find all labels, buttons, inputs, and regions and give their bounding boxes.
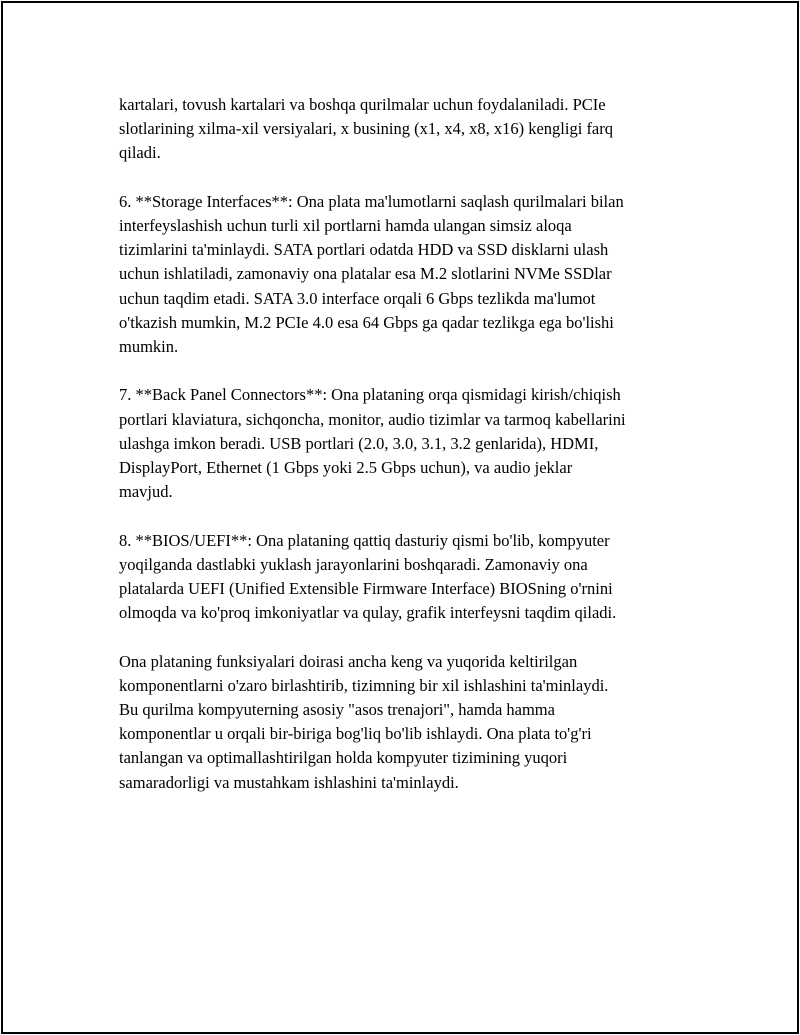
paragraph-conclusion: Ona plataning funksiyalari doirasi ancha keng va yuqorida keltirilgan komponentlarni o'zaro birlashtirib, tizimning bir xil ishlashini ta'minlaydi. Bu qurilma kompyuterning asosiy "asos trenajori", hamda hamma komponentlar u orqali bir-biriga bog'liq bo'lib ishlaydi. Ona plata to'g'ri tanlangan va optimallashtirilgan holda kompyuter tizimining yuqori samaradorligi va mustahkam ishlashini ta'minlaydi.	[119, 651, 609, 792]
document-body	[119, 93, 693, 819]
paragraph-storage-interfaces: 6. **Storage Interfaces**: Ona plata ma'lumotlarni saqlash qurilmalari bilan interfeyslashish uchun turli xil portlarni hamda ulangan simsiz aloqa tizimlarini ta'minlaydi. SATA portlari odatda HDD va SSD disklarni ulash uchun ishlatiladi, zamonaviy ona platalar esa M.2 slotlarini NVMe SSDlar uchun taqdim etadi. SATA 3.0 interface orqali 6 Gbps tezlikda ma'lumot o'tkazish mumkin, M.2 PCIe 4.0 esa 64 Gbps ga qadar tezlikga ega bo'lishi mumkin.	[119, 191, 624, 357]
paragraph-back-panel-connectors: 7. **Back Panel Connectors**: Ona plataning orqa qismidagi kirish/chiqish portlari klaviatura, sichqoncha, monitor, audio tizimlar va tarmoq kabellarini ulashga imkon beradi. USB portlari (2.0, 3.0, 3.1, 3.2 genlarida), HDMI, DisplayPort, Ethernet (1 Gbps yoki 2.5 Gbps uchun), va audio jeklar mavjud.	[119, 385, 626, 502]
paragraph-bios-uefi: 8. **BIOS/UEFI**: Ona plataning qattiq dasturiy qismi bo'lib, kompyuter yoqilganda dastlabki yuklash jarayonlarini boshqaradi. Zamonaviy ona platalarda UEFI (Unified Extensible Firmware Interface) BIOSning o'rnini olmoqda va ko'proq imkoniyatlar va qulay, grafik interfeysni taqdim qiladi.	[119, 530, 617, 623]
document-page	[1, 1, 799, 1034]
paragraph-pcie-continuation: kartalari, tovush kartalari va boshqa qurilmalar uchun foydalaniladi. PCIe slotlarining xilma-xil versiyalari, x busining (x1, x4, x8, x16) kengligi farq qiladi.	[119, 95, 614, 163]
